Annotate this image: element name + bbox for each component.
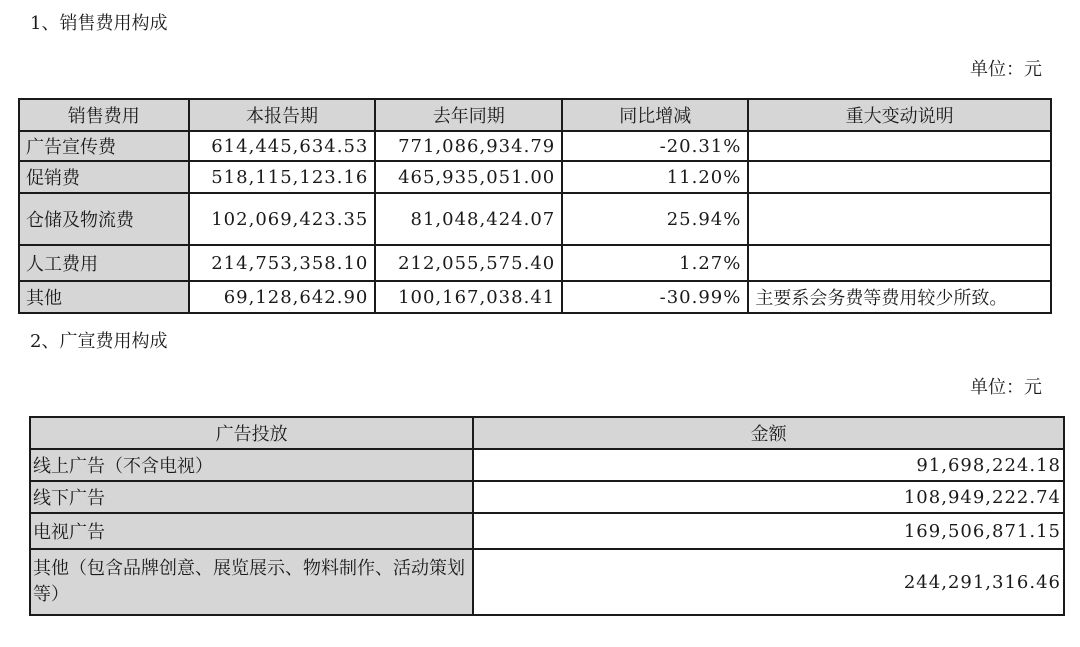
current-period-value: 214,753,358.10: [189, 245, 376, 281]
amount-value: 244,291,316.46: [473, 549, 1064, 615]
table-row: [30, 449, 1064, 481]
header-cell: 金额: [473, 417, 1064, 449]
section1-title: 1、销售费用构成: [30, 13, 168, 34]
header-cell: 重大变动说明: [748, 99, 1051, 131]
prior-period-value: 771,086,934.79: [375, 131, 562, 161]
section2-title: 2、广宣费用构成: [30, 331, 168, 352]
header-cell: 销售费用: [19, 99, 189, 131]
table-row: [19, 131, 1051, 161]
change-note: [748, 161, 1051, 193]
row-label: 其他（包含品牌创意、展览展示、物料制作、活动策划等）: [30, 549, 473, 615]
header-cell: 去年同期: [375, 99, 562, 131]
change-note: [748, 131, 1051, 161]
header-cell: 同比增减: [562, 99, 748, 131]
row-label: 广告宣传费: [19, 131, 189, 161]
prior-period-value: 100,167,038.41: [375, 281, 562, 313]
header-cell: 广告投放: [30, 417, 473, 449]
table-row: [19, 193, 1051, 245]
yoy-change: 1.27%: [562, 245, 748, 281]
current-period-value: 69,128,642.90: [189, 281, 376, 313]
change-note: [748, 193, 1051, 245]
header-cell: 本报告期: [189, 99, 376, 131]
section1-unit: 单位：元: [970, 59, 1042, 80]
prior-period-value: 81,048,424.07: [375, 193, 562, 245]
table-row: [19, 245, 1051, 281]
table-row: [30, 549, 1064, 615]
row-label: 电视广告: [30, 513, 473, 549]
yoy-change: 11.20%: [562, 161, 748, 193]
current-period-value: 614,445,634.53: [189, 131, 376, 161]
amount-value: 91,698,224.18: [473, 449, 1064, 481]
current-period-value: 102,069,423.35: [189, 193, 376, 245]
row-label: 人工费用: [19, 245, 189, 281]
row-label: 线上广告（不含电视）: [30, 449, 473, 481]
table-row: [19, 161, 1051, 193]
section2-unit: 单位：元: [970, 377, 1042, 398]
table-header-row: [30, 417, 1064, 449]
prior-period-value: 465,935,051.00: [375, 161, 562, 193]
row-label: 线下广告: [30, 481, 473, 513]
table-row: [30, 481, 1064, 513]
amount-value: 169,506,871.15: [473, 513, 1064, 549]
amount-value: 108,949,222.74: [473, 481, 1064, 513]
current-period-value: 518,115,123.16: [189, 161, 376, 193]
sales-expense-table: [18, 98, 1052, 314]
table-row: [19, 281, 1051, 313]
row-label: 仓储及物流费: [19, 193, 189, 245]
advertising-expense-table: [29, 416, 1065, 616]
yoy-change: 25.94%: [562, 193, 748, 245]
change-note: 主要系会务费等费用较少所致。: [748, 281, 1051, 313]
change-note: [748, 245, 1051, 281]
row-label: 促销费: [19, 161, 189, 193]
yoy-change: -20.31%: [562, 131, 748, 161]
table-header-row: [19, 99, 1051, 131]
row-label: 其他: [19, 281, 189, 313]
prior-period-value: 212,055,575.40: [375, 245, 562, 281]
table-row: [30, 513, 1064, 549]
yoy-change: -30.99%: [562, 281, 748, 313]
